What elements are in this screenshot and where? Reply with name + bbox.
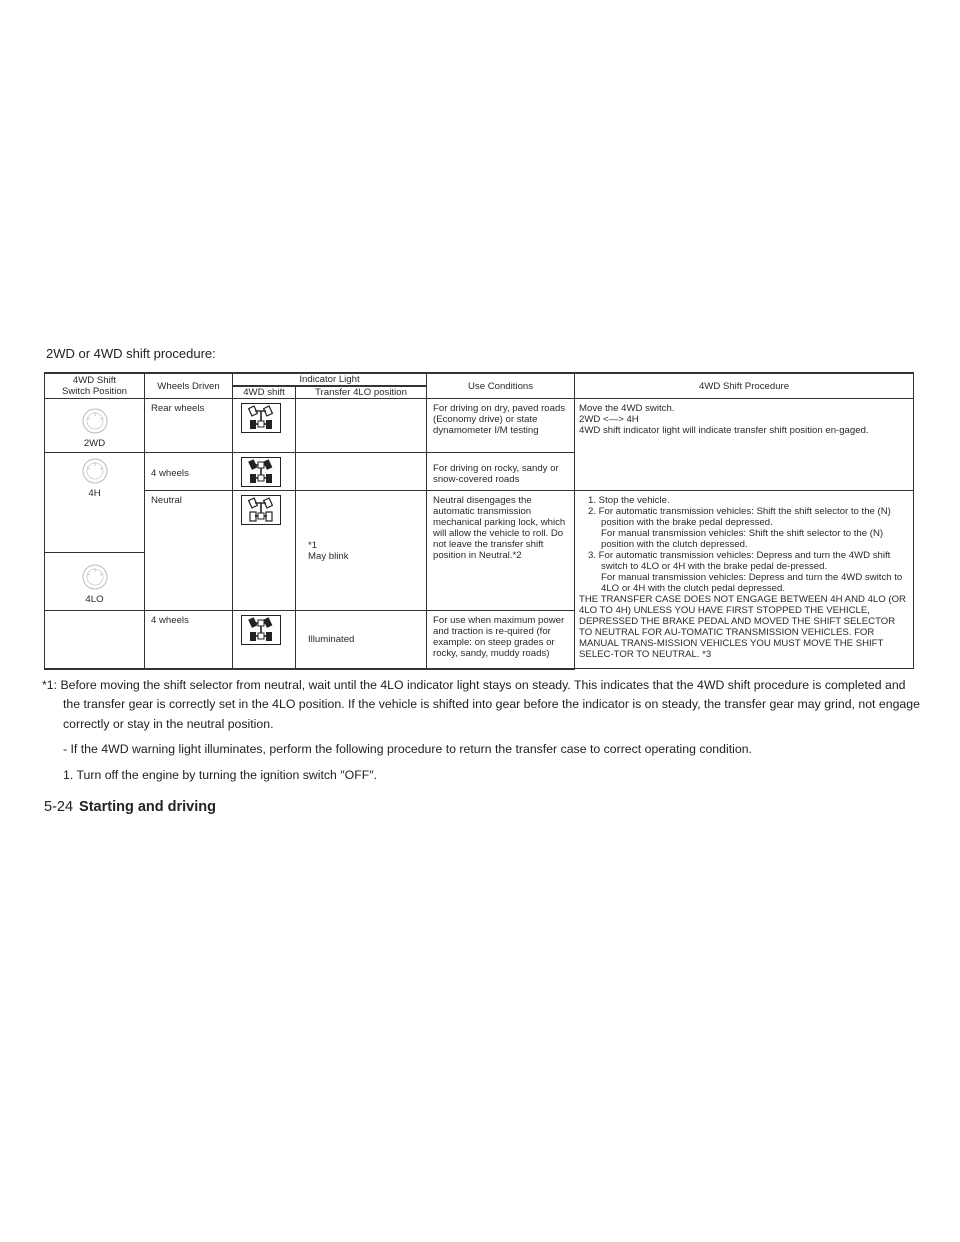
transfer-cell-4lo: Illuminated	[296, 611, 427, 669]
procedure-step-2: 2. For automatic transmission vehicles: Shift the shift selector to the (N) position with the brake pedal depressed.	[588, 506, 891, 528]
transfer-note-ref: *1	[308, 539, 318, 551]
transfer-cell-neutral	[296, 491, 427, 611]
transfer-may-blink: May blink	[308, 550, 349, 562]
wheels-driven-2wd: Rear wheels	[145, 399, 233, 453]
header-4wd-shift: 4WD shift	[233, 386, 296, 399]
switch-cell-4h	[45, 453, 145, 553]
switch-cell-4lo	[45, 553, 145, 611]
2wd-drivetrain-indicator-icon	[241, 403, 281, 433]
indicator-cell-4h	[233, 453, 296, 491]
header-shift-procedure: 4WD Shift Procedure	[575, 373, 914, 399]
procedure-step-3: 3. For automatic transmission vehicles: Depress and turn the 4WD shift switch to 4LO or 4H with the brake pedal de-pressed.	[588, 550, 891, 572]
2wd-drivetrain-indicator-icon	[241, 495, 281, 525]
switch-cell-4lo-cont	[45, 611, 145, 669]
procedure-step-note: 1. Turn off the engine by turning the ignition switch ″OFF″.	[63, 767, 378, 782]
header-indicator-light: Indicator Light	[233, 373, 427, 386]
shift-procedure-table	[44, 372, 914, 670]
page-number: 5-24	[44, 799, 74, 816]
rotary-switch-icon	[81, 457, 109, 485]
procedure-caution: THE TRANSFER CASE DOES NOT ENGAGE BETWEEN 4H AND 4LO (OR 4LO TO 4H) UNLESS YOU HAVE FIRST STOPPED THE VEHICLE, DEPRESSED THE BRAKE PEDAL AND MOVED THE SHIFT SELECTOR TO NEUTRAL FOR AU-TOMATIC TRANSMISSION VEHICLES. FOR MANUAL TRANS-MISSION VEHICLES YOU MUST MOVE THE SHIFT SELEC-TOR TO NEUTRAL. *3	[579, 594, 906, 660]
rotary-switch-icon	[81, 407, 109, 435]
procedure-step-1: 1. Stop the vehicle.	[588, 495, 670, 506]
use-conditions-4h: For driving on rocky, sandy or snow-covered roads	[427, 453, 575, 491]
procedure-cell-2wd-4h	[575, 399, 914, 491]
header-switch-position: 4WD Shift Switch Position	[45, 373, 145, 399]
indicator-cell-2wd	[233, 399, 296, 453]
switch-label-2wd: 2WD	[83, 437, 106, 449]
header-transfer-4lo: Transfer 4LO position	[296, 386, 427, 399]
wheels-driven-4lo: 4 wheels	[145, 611, 233, 669]
switch-cell-2wd	[45, 399, 145, 453]
procedure-line-2: 2WD <—> 4H	[579, 414, 639, 425]
wheels-driven-neutral: Neutral	[145, 491, 233, 611]
page-footer	[44, 799, 216, 815]
procedure-line-1: Move the 4WD switch.	[579, 403, 675, 414]
procedure-step-3-manual: For manual transmission vehicles: Depress and turn the 4WD switch to 4LO or 4H with the clutch pedal depressed.	[601, 572, 903, 594]
transfer-cell-2wd	[296, 399, 427, 453]
indicator-cell-4lo	[233, 611, 296, 669]
section-heading: 2WD or 4WD shift procedure:	[46, 346, 216, 361]
procedure-line-3: 4WD shift indicator light will indicate transfer shift position en-gaged.	[579, 425, 869, 436]
wheels-driven-4h: 4 wheels	[145, 453, 233, 491]
4wd-drivetrain-indicator-icon	[241, 615, 281, 645]
rotary-switch-icon	[81, 563, 109, 591]
use-conditions-neutral: Neutral disengages the automatic transmission mechanical parking lock, which will allow the vehicle to roll. Do not leave the transfer shift position in Neutral.*2	[427, 491, 575, 611]
section-title: Starting and driving	[79, 799, 216, 816]
indicator-cell-neutral	[233, 491, 296, 611]
transfer-cell-4h	[296, 453, 427, 491]
header-use-conditions: Use Conditions	[427, 373, 575, 399]
footnote-1: *1: Before moving the shift selector from neutral, wait until the 4LO indicator light stays on steady. This indicates that the 4WD shift procedure is completed and the transfer gear is correctly set in the 4LO position. If the vehicle is shifted into gear before the indicator is on steady, the transfer gear may grind, not engage correctly or stay in the neutral position.	[42, 677, 920, 731]
switch-label-4h: 4H	[88, 488, 101, 499]
use-conditions-4lo: For use when maximum power and traction is re-quired (for example: on steep grades or rocky, sandy, muddy roads)	[427, 611, 575, 669]
4wd-drivetrain-indicator-icon	[241, 457, 281, 487]
switch-label-4lo: 4LO	[85, 593, 104, 605]
use-conditions-2wd: For driving on dry, paved roads (Economy drive) or state dynamometer I/M testing	[427, 399, 575, 453]
footnotes	[42, 676, 922, 786]
procedure-step-2-manual: For manual transmission vehicles: Shift the shift selector to the (N) position with the clutch depressed.	[601, 528, 884, 550]
procedure-cell-neutral-4lo	[575, 491, 914, 669]
warning-light-note: - If the 4WD warning light illuminates, perform the following procedure to return the transfer case to correct operating condition.	[63, 742, 752, 757]
header-wheels-driven: Wheels Driven	[145, 373, 233, 399]
